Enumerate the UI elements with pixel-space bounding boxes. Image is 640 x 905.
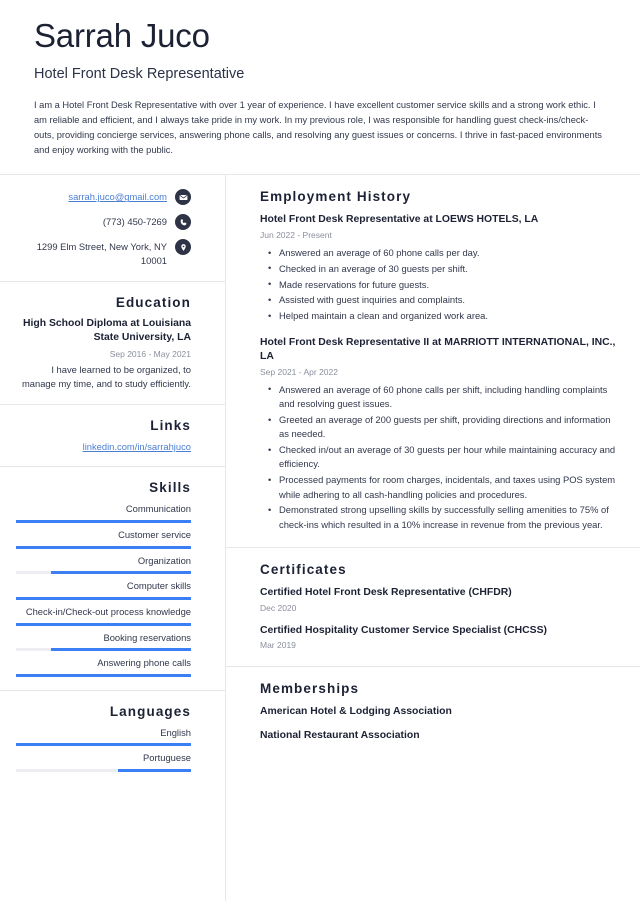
resume-body [0, 175, 640, 901]
skill-label: Organization [137, 554, 191, 566]
skills-block [0, 467, 225, 690]
professional-summary: I am a Hotel Front Desk Representative with over 1 year of experience. I have excellent customer service skills and a strong work ethic. I am reliable and efficient, and I always take pride in my work. In my previous role, I was responsible for handling guest check-ins/check-outs, providing concierge services, answering phone calls, and resolving any guest issues or concerns. I thrive in fast-paced environments and enjoy working with the public. [34, 99, 602, 156]
phone-text: (773) 450-7269 [102, 216, 167, 228]
language-rating-fill [16, 743, 191, 746]
language-rating-fill [118, 769, 192, 772]
skill-item [16, 502, 191, 523]
employment-history-block [226, 175, 640, 548]
languages-list [16, 726, 191, 772]
education-description: I have learned to be organized, to manage my time, and to study efficiently. [21, 364, 191, 389]
employment-entry [260, 336, 620, 532]
contact-row-address [16, 238, 191, 267]
memberships-heading: Memberships [260, 681, 360, 697]
skill-item [16, 554, 191, 575]
location-pin-icon [175, 239, 191, 255]
links-list-item[interactable] [16, 440, 191, 454]
education-block [0, 282, 225, 405]
linkedin-link[interactable]: linkedin.com/in/sarrahjuco [82, 440, 191, 452]
education-title: High School Diploma at Louisiana State University, LA [23, 317, 191, 344]
certificate-entry [260, 624, 620, 652]
skill-rating-fill [16, 520, 191, 523]
education-date: Sep 2016 - May 2021 [109, 349, 191, 360]
employment-bullet: • Demonstrated strong upselling skills by successfully selling amenities to 75% of check-ins which resulted in a 10% increase in revenue from the previous year. [279, 503, 620, 532]
skill-rating-bar [16, 623, 191, 626]
job-title: Hotel Front Desk Representative [34, 65, 245, 82]
languages-block [0, 691, 225, 785]
language-label: English [160, 726, 191, 738]
employment-bullet: • Made reservations for future guests. [279, 278, 620, 292]
skill-rating-fill [51, 648, 191, 651]
employment-date: Jun 2022 - Present [260, 230, 332, 241]
contact-row-phone [16, 213, 191, 230]
contact-block [0, 175, 225, 281]
employment-bullet: • Processed payments for room charges, incidentals, and taxes using POS system while adhering to all cash-handling policies and procedures. [279, 473, 620, 502]
membership-title: American Hotel & Lodging Association [260, 706, 452, 718]
employment-bullet: • Answered an average of 60 phone calls per day. [279, 246, 620, 260]
skill-item [16, 579, 191, 600]
employment-history-heading: Employment History [260, 189, 412, 205]
skill-rating-bar [16, 597, 191, 600]
skill-item [16, 656, 191, 677]
skill-label: Answering phone calls [97, 657, 191, 669]
certificates-heading: Certificates [260, 562, 347, 578]
membership-entry [260, 729, 620, 744]
skill-item [16, 605, 191, 626]
skill-rating-bar [16, 571, 191, 574]
links-block [0, 405, 225, 468]
employment-bullets [260, 383, 620, 532]
page-title: Sarrah Juco [34, 17, 210, 54]
skill-label: Computer skills [126, 580, 191, 592]
employment-bullet: • Checked in/out an average of 30 guests per hour while maintaining accuracy and efficiency. [279, 443, 620, 472]
links-heading: Links [150, 417, 191, 433]
language-item [16, 751, 191, 772]
skill-item [16, 631, 191, 652]
certificates-block [226, 548, 640, 667]
sidebar [0, 175, 226, 901]
skill-rating-bar [16, 546, 191, 549]
email-text[interactable] [68, 188, 167, 204]
skill-label: Booking reservations [103, 631, 191, 643]
skill-rating-bar [16, 674, 191, 677]
skill-label: Check-in/Check-out process knowledge [25, 605, 191, 617]
language-label: Portuguese [143, 752, 191, 764]
address-text: 1299 Elm Street, New York, NY 10001 [36, 241, 167, 266]
skill-rating-fill [16, 623, 191, 626]
membership-entry [260, 705, 620, 720]
education-entry [16, 317, 191, 391]
certificate-entry [260, 586, 620, 614]
skill-label: Customer service [118, 529, 191, 541]
languages-heading: Languages [109, 703, 191, 719]
envelope-icon [175, 189, 191, 205]
certificate-date: Dec 2020 [260, 602, 297, 613]
skill-item [16, 528, 191, 549]
resume-header [0, 0, 640, 174]
membership-title: National Restaurant Association [260, 729, 420, 741]
employment-bullet: • Checked in an average of 30 guests per shift. [279, 262, 620, 276]
skill-rating-fill [16, 597, 191, 600]
employment-bullets [260, 246, 620, 323]
skill-rating-fill [51, 571, 191, 574]
employment-bullet: • Greeted an average of 200 guests per shift, providing directions and information as needed. [279, 413, 620, 442]
skill-rating-fill [16, 546, 191, 549]
email-link[interactable]: sarrah.juco@gmail.com [68, 191, 167, 203]
memberships-block [226, 667, 640, 757]
language-item [16, 726, 191, 747]
employment-date: Sep 2021 - Apr 2022 [260, 367, 338, 378]
skill-rating-fill [16, 674, 191, 677]
employment-title: Hotel Front Desk Representative II at MARRIOTT INTERNATIONAL, INC., LA [260, 336, 616, 363]
employment-bullet: • Helped maintain a clean and organized work area. [279, 309, 620, 323]
education-heading: Education [115, 294, 191, 310]
skill-rating-bar [16, 520, 191, 523]
certificate-title: Certified Hospitality Customer Service Specialist (CHCSS) [260, 624, 547, 636]
employment-bullet: • Answered an average of 60 phone calls per shift, including handling complaints and resolving guest issues. [279, 383, 620, 412]
skill-label: Communication [125, 503, 191, 515]
phone-icon [175, 214, 191, 230]
certificate-date: Mar 2019 [260, 640, 296, 651]
employment-title: Hotel Front Desk Representative at LOEWS HOTELS, LA [260, 214, 539, 226]
contact-row-email[interactable] [16, 188, 191, 205]
language-rating-bar [16, 743, 191, 746]
main-content [226, 175, 640, 901]
skills-heading: Skills [149, 480, 191, 496]
employment-entry [260, 213, 620, 323]
employment-bullet: • Assisted with guest inquiries and complaints. [279, 293, 620, 307]
language-rating-bar [16, 769, 191, 772]
skill-rating-bar [16, 648, 191, 651]
certificate-title: Certified Hotel Front Desk Representative (CHFDR) [260, 587, 512, 599]
skills-list [16, 502, 191, 676]
